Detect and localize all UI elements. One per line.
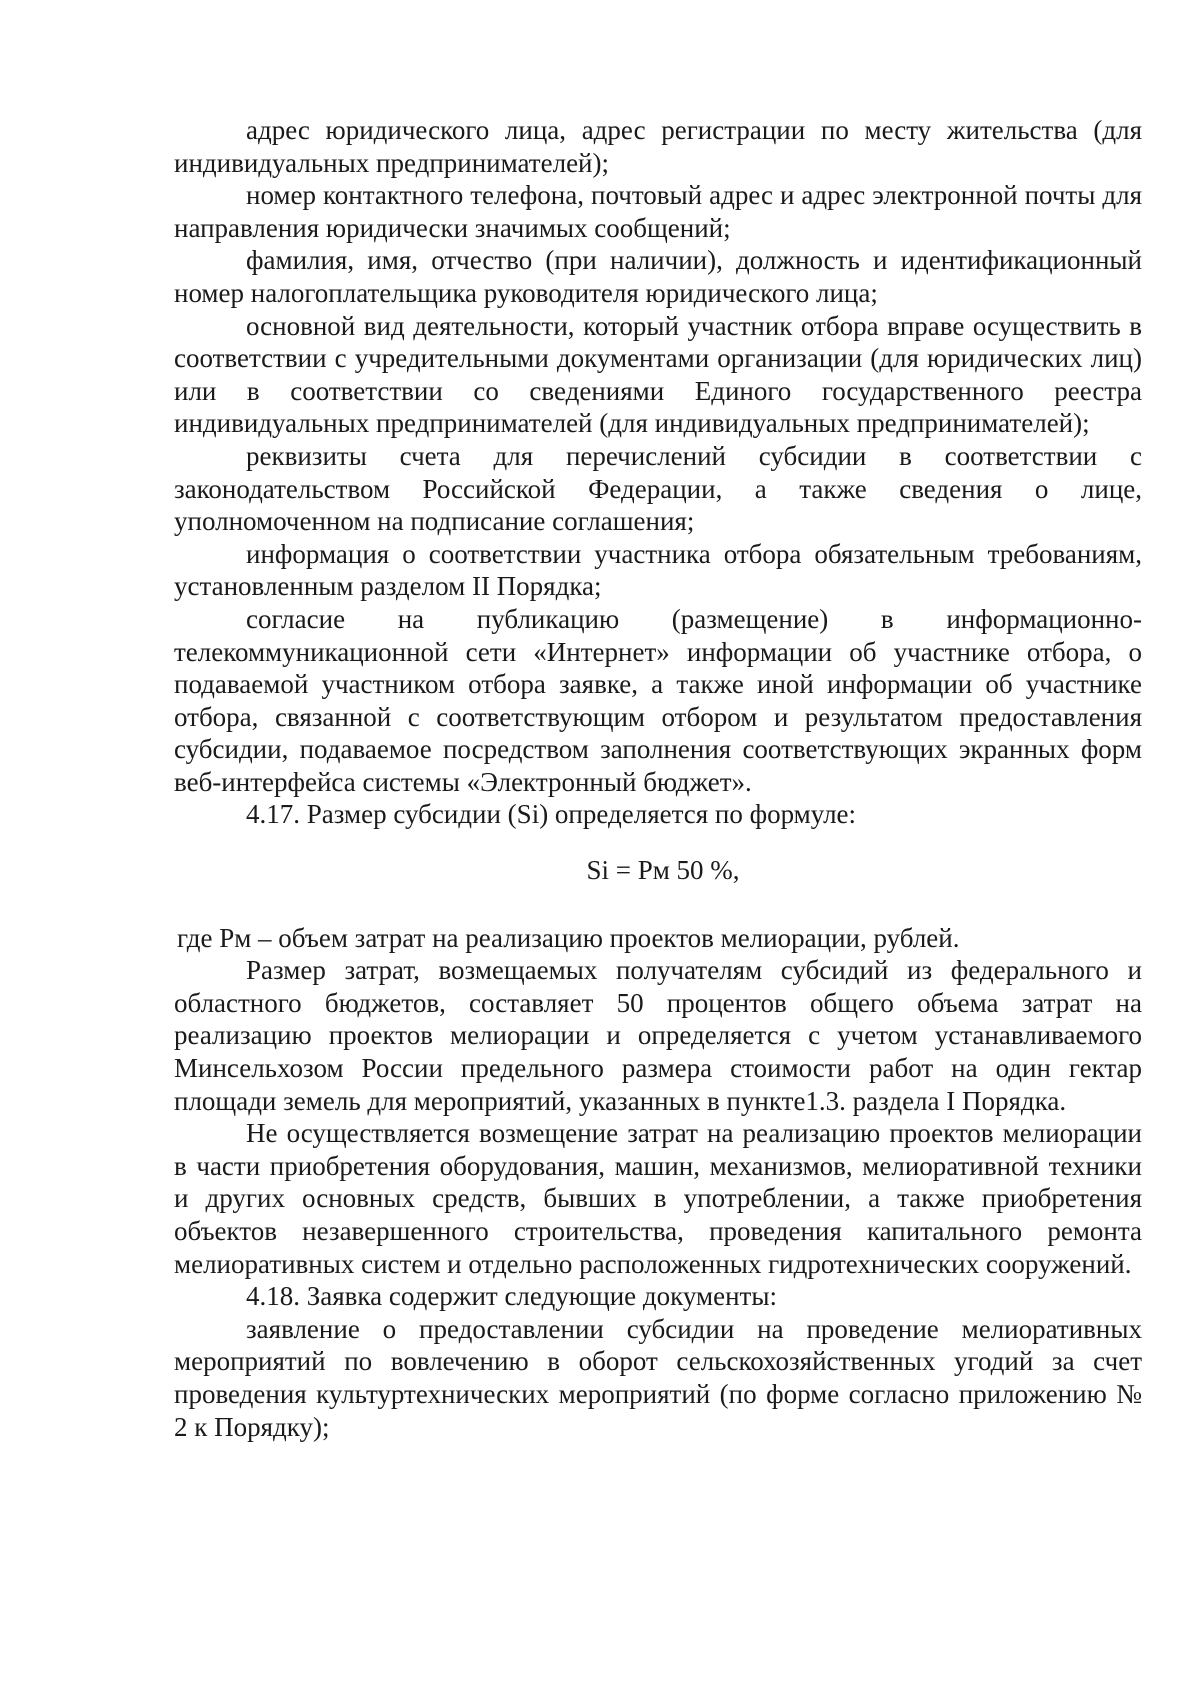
document-body [174, 114, 1142, 1443]
subsidy-formula: Si = Pм 50 %, [586, 855, 740, 886]
paragraph-subsidy-size-heading: 4.17. Размер субсидии (Si) определяется по формуле: [246, 799, 857, 830]
paragraph-contact-phone: номер контактного телефона, почтовый адрес и адрес электронной почты для направления юридически значимых сообщений; [174, 180, 1142, 243]
paragraph-cost-size: Размер затрат, возмещаемых получателям субсидий из федерального и областного бюджетов, составляет 50 процентов общего объема затрат на реализацию проектов мелиорации и определяется с учетом устанавливаемого Минсельхозом России предельного размера стоимости работ на один гектар площади земель для мероприятий, указанных в пункте1.3. раздела I Порядка. [174, 955, 1142, 1116]
paragraph-formula-legend: где Pм – объем затрат на реализацию проектов мелиорации, рублей. [177, 922, 960, 953]
paragraph-subsidy-statement: заявление о предоставлении субсидии на проведение мелиоративных мероприятий по вовлечению в оборот сельскохозяйственных угодий за счет проведения культуртехнических мероприятий (по форме согласно приложению № 2 к Порядку); [174, 1313, 1142, 1442]
paragraph-application-documents-heading: 4.18. Заявка содержит следующие документы: [246, 1281, 777, 1312]
paragraph-head-name: фамилия, имя, отчество (при наличии), должность и идентификационный номер налогоплательщика руководителя юридического лица; [174, 245, 1142, 308]
paragraph-no-reimbursement: Не осуществляется возмещение затрат на реализацию проектов мелиорации в части приобретения оборудования, машин, механизмов, мелиоративной техники и других основных средств, бывших в употреблении, а также приобретения объектов незавершенного строительства, проведения капитального ремонта мелиоративных систем и отдельно расположенных гидротехнических сооружений. [174, 1118, 1142, 1279]
paragraph-compliance-info: информация о соответствии участника отбора обязательным требованиям, установленным разделом II Порядка; [174, 538, 1142, 602]
paragraph-legal-address: адрес юридического лица, адрес регистрации по месту жительства (для индивидуальных предпринимателей); [174, 115, 1142, 178]
paragraph-main-activity: основной вид деятельности, который участник отбора вправе осуществить в соответствии с учредительными документами организации (для юридических лиц) или в соответствии со сведениями Единого государственного реестра индивидуальных предпринимателей (для индивидуальных предпринимателей); [174, 310, 1142, 439]
paragraph-bank-details: реквизиты счета для перечислений субсидии в соответствии с законодательством Российской Федерации, а также сведения о лице, уполномоченном на подписание соглашения; [174, 440, 1142, 537]
paragraph-publication-consent: согласие на публикацию (размещение) в информационно-телекоммуникационной сети «Интернет» информации об участнике отбора, о подаваемой участником отбора заявке, а также иной информации об участнике отбора, связанной с соответствующим отбором и результатом предоставления субсидии, подаваемое посредством заполнения соответствующих экранных форм веб-интерфейса системы «Электронный бюджет». [174, 603, 1142, 797]
